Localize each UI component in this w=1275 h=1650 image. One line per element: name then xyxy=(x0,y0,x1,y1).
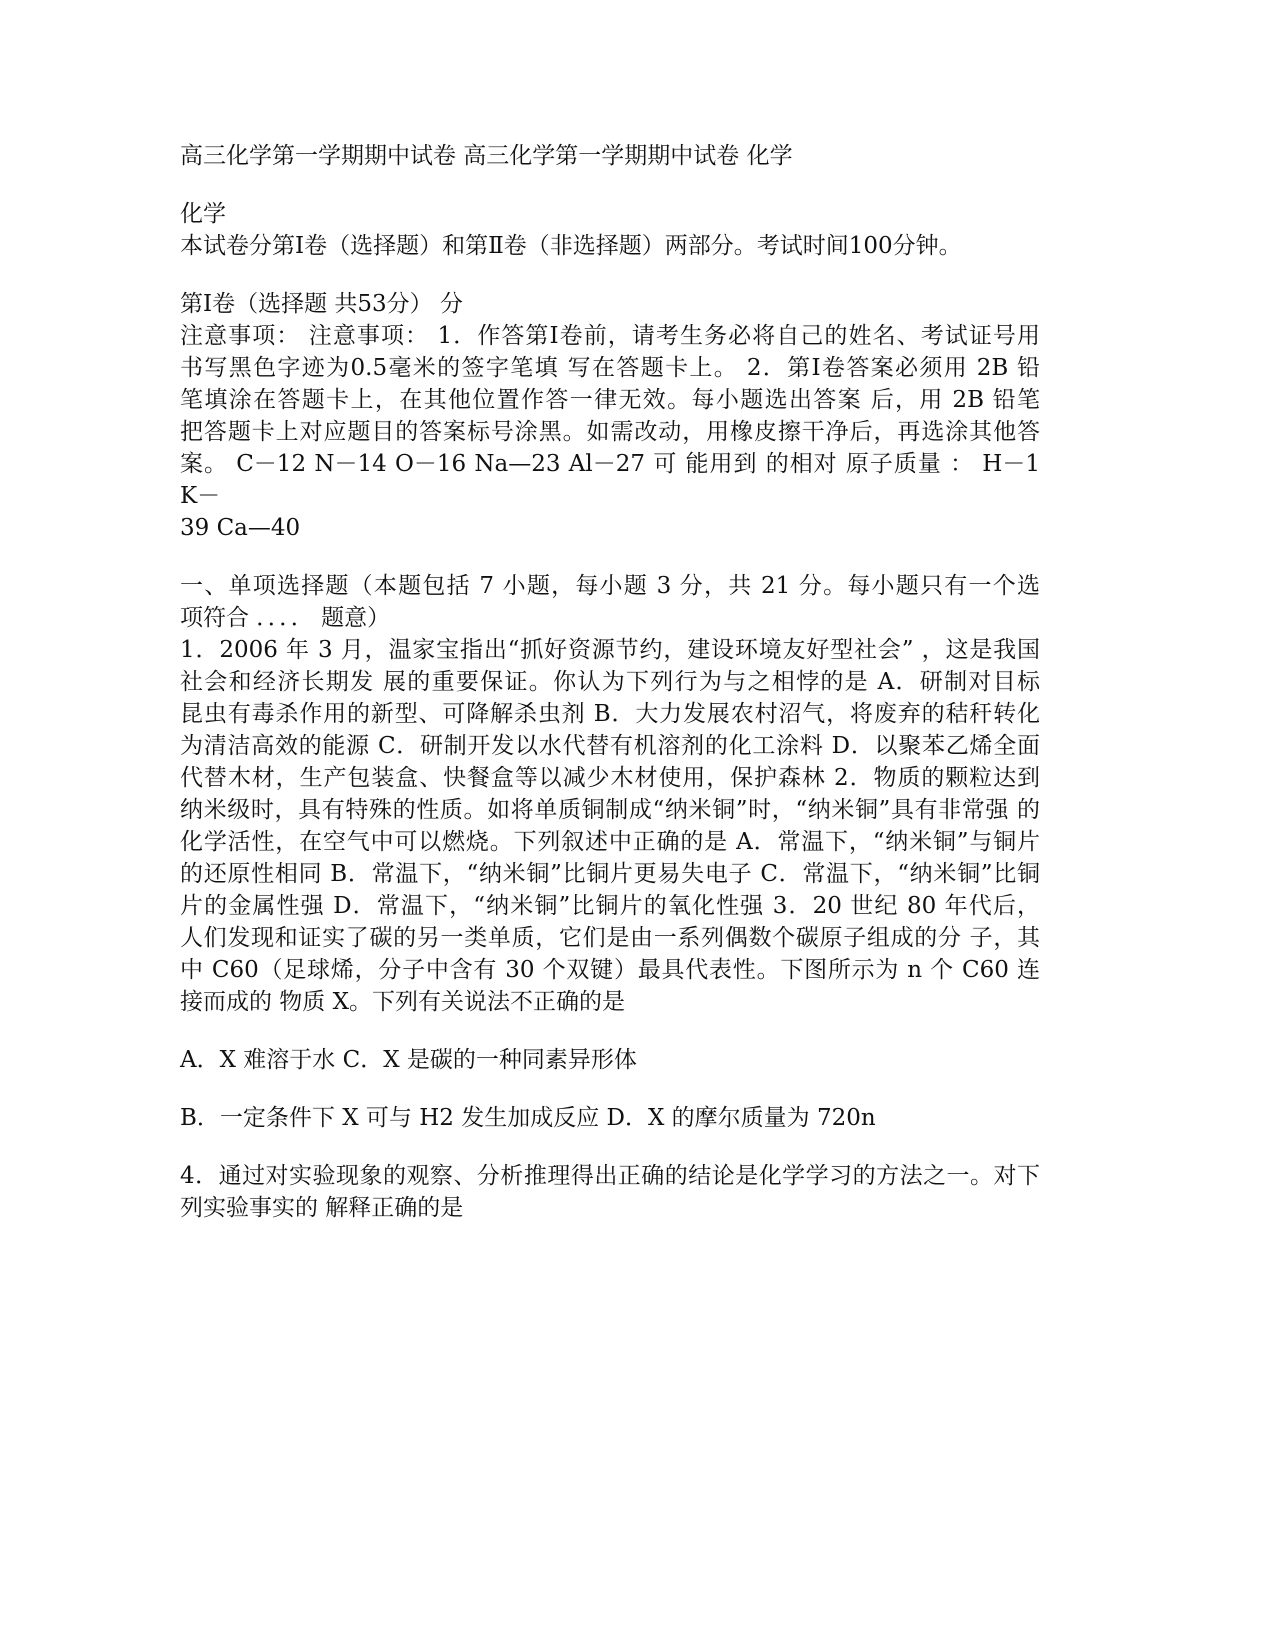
exam-page xyxy=(180,140,1060,1224)
notice-line: 注意事项： 注意事项： 1．作答第Ⅰ卷前，请考生务必将自己的姓名、考试证号用 xyxy=(180,323,1040,349)
question-line: 化学活性，在空气中可以燃烧。下列叙述中正确的是 A．常温下，“纳米铜”与铜片 xyxy=(180,829,1040,855)
question3-options-row2: B．一定条件下 X 可与 H2 发生加成反应 D．X 的摩尔质量为 720n xyxy=(180,1105,876,1131)
subject-label: 化学 xyxy=(180,201,226,227)
question-line: 为清洁高效的能源 C．研制开发以水代替有机溶剂的化工涂料 D．以聚苯乙烯全面 xyxy=(180,733,1040,759)
section1-heading: 一、单项选择题（本题包括 7 小题，每小题 3 分，共 21 分。每小题只有一个选 xyxy=(180,573,1040,599)
question-line: 的还原性相同 B．常温下，“纳米铜”比铜片更易失电子 C．常温下，“纳米铜”比铜 xyxy=(180,861,1040,887)
question4-line: 列实验事实的 解释正确的是 xyxy=(180,1195,464,1221)
section1-heading: 项符合 ．．．． 题意） xyxy=(180,605,391,631)
notice-line: 案。 C－12 N－14 O－16 Na—23 Al－27 可 能用到 的相对 原子质量 ： H－1 K－ xyxy=(180,451,1040,509)
question4-line: 4．通过对实验现象的观察、分析推理得出正确的结论是化学学习的方法之一。对下 xyxy=(180,1163,1040,1189)
question-line: 人们发现和证实了碳的另一类单质，它们是由一系列偶数个碳原子组成的分 子，其 xyxy=(180,925,1040,951)
notice-line: 书写黑色字迹为0.5毫米的签字笔填 写在答题卡上。 2．第Ⅰ卷答案必须用 2B 铅 xyxy=(180,355,1040,381)
notice-line: 笔填涂在答题卡上，在其他位置作答一律无效。每小题选出答案 后，用 2B 铅笔 xyxy=(180,387,1040,413)
question-line: 片的金属性强 D．常温下，“纳米铜”比铜片的氧化性强 3．20 世纪 80 年代后， xyxy=(180,893,1040,919)
exam-intro: 本试卷分第Ⅰ卷（选择题）和第Ⅱ卷（非选择题）两部分。考试时间100分钟。 xyxy=(180,233,962,259)
question-line: 代替木材，生产包装盒、快餐盒等以减少木材使用，保护森林 2．物质的颗粒达到 xyxy=(180,765,1040,791)
part1-heading: 第Ⅰ卷（选择题 共53分） 分 xyxy=(180,291,463,317)
question3-options-row1: A．X 难溶于水 C．X 是碳的一种同素异形体 xyxy=(180,1047,637,1073)
question-line: 纳米级时，具有特殊的性质。如将单质铜制成“纳米铜”时，“纳米铜”具有非常强 的 xyxy=(180,797,1040,823)
question-line: 昆虫有毒杀作用的新型、可降解杀虫剂 B．大力发展农村沼气，将废弃的秸秆转化 xyxy=(180,701,1040,727)
notice-line: 把答题卡上对应题目的答案标号涂黑。如需改动，用橡皮擦干净后，再选涂其他答 xyxy=(180,419,1040,445)
notice-line: 39 Ca—40 xyxy=(180,515,301,541)
question-line: 1．2006 年 3 月，温家宝指出“抓好资源节约，建设环境友好型社会” ，这是我国 xyxy=(180,637,1040,663)
document-title: 高三化学第一学期期中试卷 高三化学第一学期期中试卷 化学 xyxy=(180,143,793,169)
question-line: 社会和经济长期发 展的重要保证。你认为下列行为与之相悖的是 A．研制对目标 xyxy=(180,669,1040,695)
question-line: 接而成的 物质 X。下列有关说法不正确的是 xyxy=(180,989,625,1015)
question-line: 中 C60（足球烯，分子中含有 30 个双键）最具代表性。下图所示为 n 个 C60 连 xyxy=(180,957,1040,983)
